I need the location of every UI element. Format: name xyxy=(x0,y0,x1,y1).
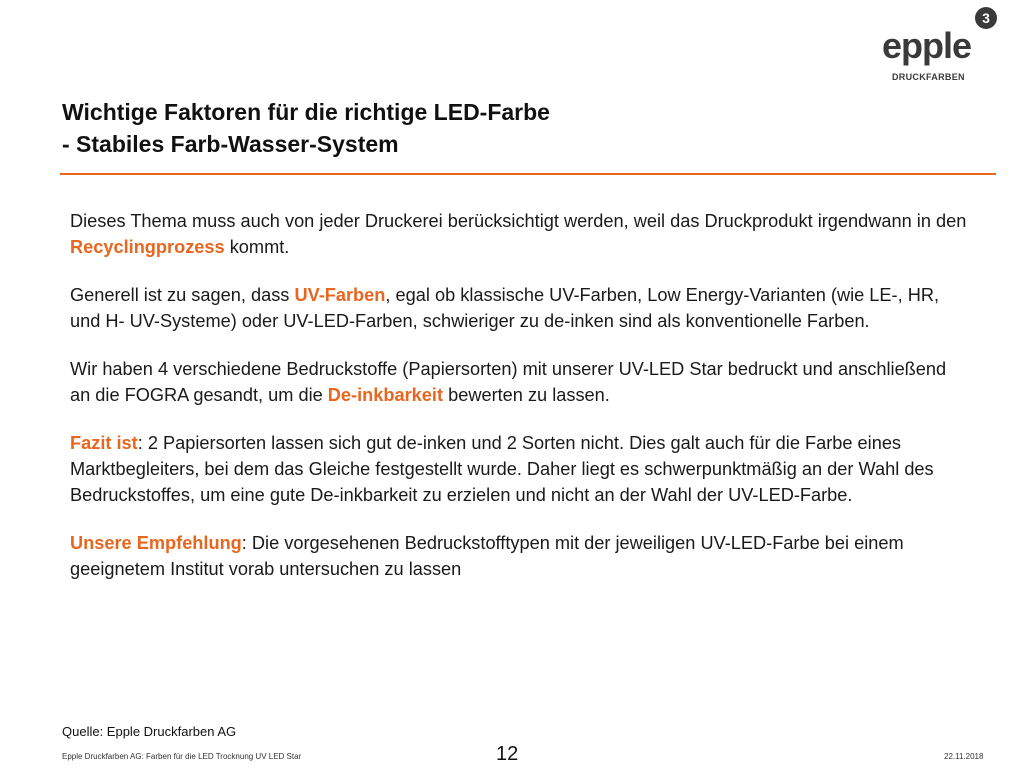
paragraph-fazit xyxy=(70,430,970,508)
page-number: 12 xyxy=(496,743,519,765)
highlight-fazit: Fazit ist xyxy=(70,433,138,453)
highlight-empfehlung: Unsere Empfehlung xyxy=(70,533,242,553)
paragraph-text: bewerten zu lassen. xyxy=(443,385,610,405)
paragraph-uv-farben xyxy=(70,282,970,334)
title-line-1: Wichtige Faktoren für die richtige LED-Farbe xyxy=(62,99,550,125)
highlight-de-inkbarkeit: De-inkbarkeit xyxy=(327,385,444,405)
highlight-uv-farben: UV-Farben xyxy=(294,285,386,305)
paragraph-text: Generell ist zu sagen, dass xyxy=(70,285,295,305)
source-note: Quelle: Epple Druckfarben AG xyxy=(62,724,237,739)
slide-body xyxy=(70,208,970,604)
title-line-2: - Stabiles Farb-Wasser-System xyxy=(62,131,399,157)
paragraph-text: kommt. xyxy=(224,237,290,257)
logo-wordmark: epple xyxy=(882,25,972,66)
logo-badge-char: 3 xyxy=(982,10,990,26)
paragraph-text: : 2 Papiersorten lassen sich gut de-inken und 2 Sorten nicht. Dies galt auch für die Farbe eines Marktbegleiters, bei dem das Gleiche festgestellt wurde. Daher liegt es schwerpunktmäßig an der Wahl des Bedruckstoffes, um eine gute De-inkbarkeit zu erzielen und nicht an der Wahl der UV-LED-Farbe. xyxy=(70,433,934,505)
paragraph-text: : Die vorgesehenen Bedruckstofftypen mit der jeweiligen UV-LED-Farbe bei einem geeignetem Institut vorab untersuchen zu lassen xyxy=(70,533,904,579)
paragraph-empfehlung xyxy=(70,530,970,582)
logo-badge-icon xyxy=(974,6,998,30)
footer-date: 22.11.2018 xyxy=(944,752,984,761)
slide-title xyxy=(62,96,550,160)
title-divider xyxy=(60,173,996,175)
paragraph-text: Wir haben 4 verschiedene Bedruckstoffe (Papiersorten) mit unserer UV-LED Star bedruckt und anschließend an die FOGRA gesandt, um die xyxy=(70,359,947,405)
paragraph-text: Dieses Thema muss auch von jeder Druckerei berücksichtigt werden, weil das Druckprodukt irgendwann in den xyxy=(70,211,967,231)
footer-company: Epple Druckfarben AG: Farben für die LED Trocknung UV LED Star xyxy=(62,752,302,761)
highlight-recyclingprozess: Recyclingprozess xyxy=(70,237,225,257)
paragraph-bedruckstoffe xyxy=(70,356,970,408)
paragraph-text: , egal ob klassische UV-Farben, Low Energy-Varianten (wie LE-, HR, und H- UV-Systeme) oder UV-LED-Farben, schwieriger zu de-inken sind als konventionelle Farben. xyxy=(70,285,940,331)
epple-logo xyxy=(882,4,996,82)
logo-subtitle: DRUCKFARBEN xyxy=(892,72,965,82)
paragraph-recycling xyxy=(70,208,970,260)
